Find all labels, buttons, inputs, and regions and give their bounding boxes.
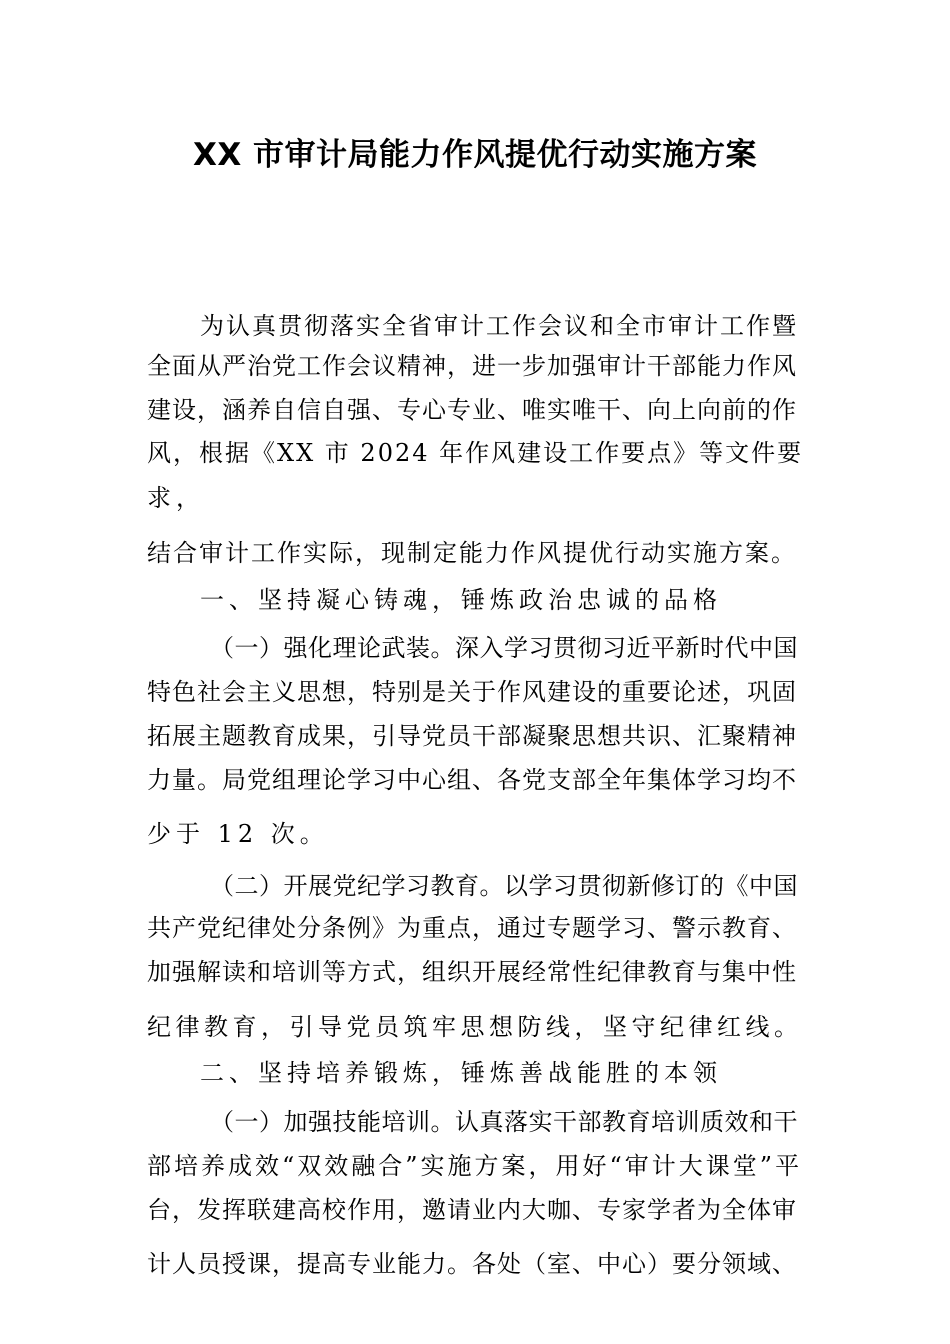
paragraph-line: 台，发挥联建高校作用，邀请业内大咖、专家学者为全体审 [147, 1196, 797, 1224]
paragraph-line: 部培养成效“双效融合”实施方案，用好“审计大课堂”平 [147, 1152, 803, 1180]
paragraph-line: （二）开展党纪学习教育。以学习贯彻新修订的《中国 [210, 872, 798, 900]
document-title: XX 市审计局能力作风提优行动实施方案 [192, 137, 758, 173]
paragraph-line: 求， [147, 484, 205, 512]
section-heading: 二、坚持培养锻炼，锤炼善战能胜的本领 [200, 1059, 722, 1087]
paragraph-line: 纪律教育，引导党员筑牢思想防线，坚守纪律红线。 [147, 1013, 803, 1041]
paragraph-line: 拓展主题教育成果，引导党员干部凝聚思想共识、汇聚精神 [147, 722, 797, 750]
paragraph-line: （一）强化理论武装。深入学习贯彻习近平新时代中国 [210, 634, 798, 662]
paragraph-line: 风，根据《XX 市 2024 年作风建设工作要点》等文件要 [147, 439, 804, 467]
paragraph-line: 少于 12 次。 [147, 820, 329, 848]
paragraph-line: （一）加强技能培训。认真落实干部教育培训质效和干 [210, 1108, 798, 1136]
paragraph-line: 特色社会主义思想，特别是关于作风建设的重要论述，巩固 [147, 678, 797, 706]
section-heading: 一、坚持凝心铸魂，锤炼政治忠诚的品格 [200, 586, 722, 614]
paragraph-line: 为认真贯彻落实全省审计工作会议和全市审计工作暨 [200, 312, 798, 340]
paragraph-line: 结合审计工作实际，现制定能力作风提优行动实施方案。 [147, 539, 797, 567]
paragraph-line: 全面从严治党工作会议精神，进一步加强审计干部能力作风 [147, 352, 797, 380]
paragraph-line: 力量。局党组理论学习中心组、各党支部全年集体学习均不 [147, 766, 797, 794]
paragraph-line: 加强解读和培训等方式，组织开展经常性纪律教育与集中性 [147, 958, 797, 986]
paragraph-line: 计人员授课，提高专业能力。各处（室、中心）要分领域、 [147, 1250, 797, 1278]
paragraph-line: 共产党纪律处分条例》为重点，通过专题学习、警示教育、 [147, 914, 797, 942]
paragraph-line: 建设，涵养自信自强、专心专业、唯实唯干、向上向前的作 [147, 396, 797, 424]
